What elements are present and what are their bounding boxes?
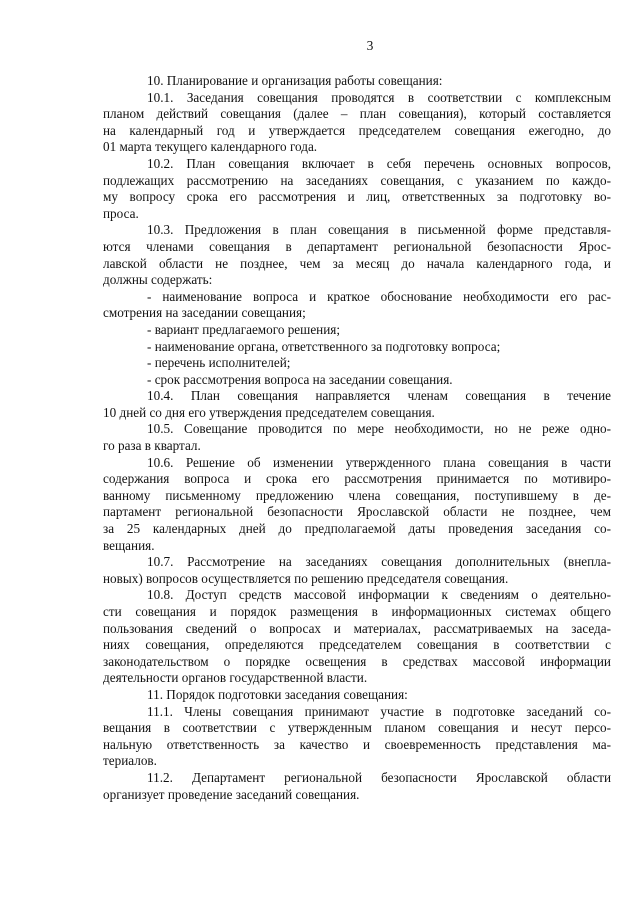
- paragraph: [103, 388, 611, 421]
- text-line: ются членами совещания в департамент региональной безопасности Ярос-: [103, 238, 611, 254]
- paragraph: [103, 289, 611, 322]
- text-line: должны содержать:: [103, 272, 213, 288]
- paragraph: [103, 770, 611, 803]
- text-line: 10.3. Предложения в план совещания в письменной форме представля-: [147, 222, 611, 238]
- paragraph: [103, 355, 611, 372]
- text-line: териалов.: [103, 753, 157, 769]
- text-line: планом действий совещания (далее – план совещания), который составляется: [103, 106, 611, 122]
- text-line: организует проведение заседаний совещания.: [103, 786, 360, 802]
- text-line: 10.1. Заседания совещания проводятся в соответствии с комплексным: [147, 89, 611, 105]
- text-line: содержания вопроса и срока его рассмотрения принимается по мотивиро-: [103, 471, 611, 487]
- text-line: - вариант предлагаемого решения;: [147, 321, 341, 337]
- text-line: смотрения на заседании совещания;: [103, 305, 306, 321]
- text-line: 10 дней со дня его утверждения председателем совещания.: [103, 404, 435, 420]
- paragraph: [103, 73, 611, 90]
- text-line: му вопросу срока его рассмотрения и лиц, ответственных за подготовку во-: [103, 189, 611, 205]
- paragraph: [103, 339, 611, 356]
- text-line: 11.2. Департамент региональной безопасности Ярославской области: [147, 769, 611, 785]
- text-line: 01 марта текущего календарного года.: [103, 139, 318, 155]
- text-line: вещания.: [103, 537, 155, 553]
- text-line: 11. Порядок подготовки заседания совещания:: [147, 686, 408, 702]
- text-line: - перечень исполнителей;: [147, 355, 291, 371]
- text-line: 10.7. Рассмотрение на заседаниях совещания дополнительных (внепла-: [147, 554, 611, 570]
- text-line: на календарный год и утверждается председателем совещания ежегодно, до: [103, 122, 611, 138]
- paragraph: [103, 455, 611, 555]
- paragraph: [103, 421, 611, 454]
- paragraph: [103, 222, 611, 288]
- text-line: нальную ответственность за качество и своевременность представления ма-: [103, 736, 611, 752]
- text-line: партамент региональной безопасности Ярославской области не позднее, чем: [103, 504, 611, 520]
- text-line: го раза в квартал.: [103, 438, 201, 454]
- text-line: за 25 календарных дней до предполагаемой даты проведения заседания со-: [103, 521, 611, 537]
- paragraph: [103, 704, 611, 770]
- text-line: - срок рассмотрения вопроса на заседании совещания.: [147, 371, 453, 387]
- text-line: деятельности органов государственной власти.: [103, 670, 368, 686]
- text-line: лавской области не позднее, чем за месяц до начала календарного года, и: [103, 255, 611, 271]
- text-line: подлежащих рассмотрению на заседаниях совещания, с указанием по каждо-: [103, 172, 611, 188]
- paragraph: [103, 156, 611, 222]
- paragraph: [103, 687, 611, 704]
- paragraph: [103, 554, 611, 587]
- text-line: 10.4. План совещания направляется членам совещания в течение: [147, 388, 611, 404]
- text-line: 10. Планирование и организация работы совещания:: [147, 73, 443, 88]
- paragraph: [103, 372, 611, 389]
- text-line: ниях совещания, определяются председателем совещания в соответствии с: [103, 637, 611, 653]
- text-line: законодательством о порядке освещения в средствах массовой информации: [103, 653, 611, 669]
- text-line: новых) вопросов осуществляется по решению председателя совещания.: [103, 570, 509, 586]
- text-line: - наименование вопроса и краткое обоснование необходимости его рас-: [147, 288, 611, 304]
- paragraph: [103, 322, 611, 339]
- text-line: - наименование органа, ответственного за подготовку вопроса;: [147, 338, 501, 354]
- text-line: пользования сведений о вопросах и материалах, рассматриваемых на заседа-: [103, 620, 611, 636]
- paragraph: [103, 587, 611, 687]
- text-line: 10.2. План совещания включает в себя перечень основных вопросов,: [147, 155, 611, 171]
- page-number: 3: [366, 38, 374, 53]
- text-line: ванному письменному предложению члена совещания, поступившему в де-: [103, 487, 611, 503]
- text-line: 10.8. Доступ средств массовой информации к сведениям о деятельно-: [147, 587, 611, 603]
- text-line: 10.5. Совещание проводится по мере необходимости, но не реже одно-: [147, 421, 611, 437]
- text-line: сти совещания и порядок размещения в информационных системах общего: [103, 604, 611, 619]
- document-body: [103, 73, 611, 803]
- text-line: 11.1. Члены совещания принимают участие в подготовке заседаний со-: [147, 703, 611, 719]
- paragraph: [103, 90, 611, 156]
- text-line: 10.6. Решение об изменении утвержденного плана совещания в части: [147, 454, 611, 470]
- text-line: проса.: [103, 205, 139, 221]
- text-line: вещания в соответствии с утвержденным планом совещания и несут персо-: [103, 720, 611, 736]
